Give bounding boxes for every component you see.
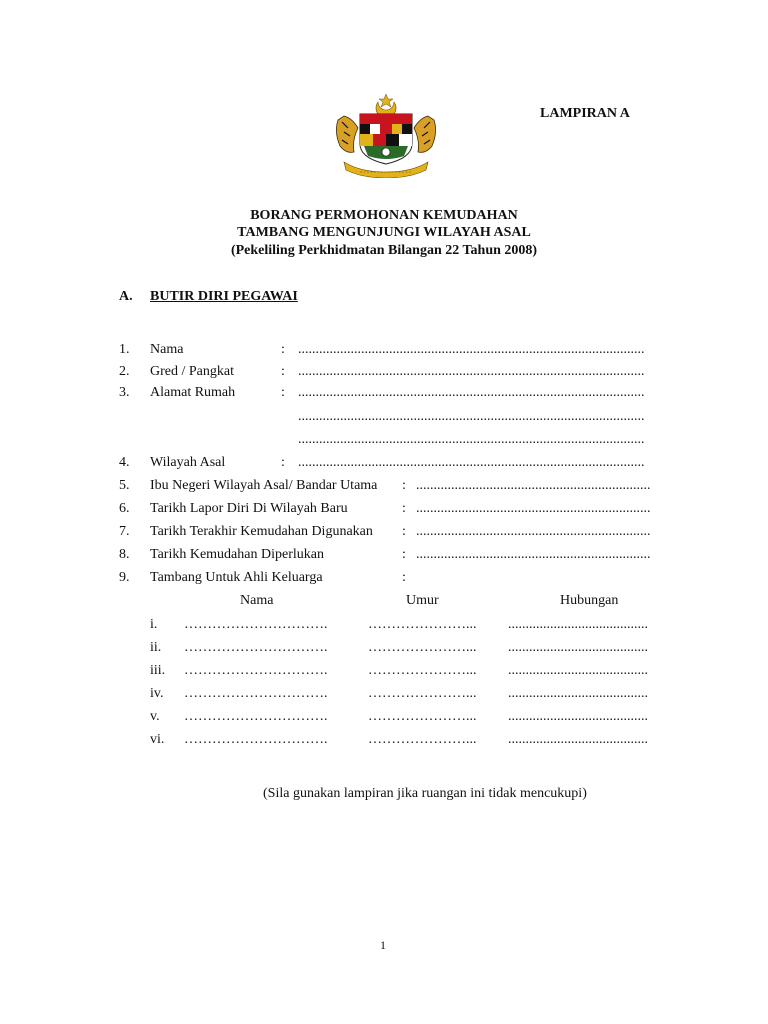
family-header-nama: Nama [240,593,274,608]
family-relation-input-line[interactable]: ........................................ [508,686,648,701]
field-colon: : [402,478,406,493]
family-relation-input-line[interactable]: ........................................ [508,640,648,655]
field-colon: : [281,364,285,379]
ibu-negeri-input-line[interactable]: ................................................................... [416,478,651,493]
field-number: 5. [119,478,130,493]
family-age-input-line[interactable]: …………………... [368,732,477,747]
field-number: 3. [119,385,130,400]
family-name-input-line[interactable]: …………………………. [184,617,328,632]
field-number: 7. [119,524,130,539]
family-name-input-line[interactable]: …………………………. [184,732,328,747]
family-header-umur: Umur [406,593,439,608]
family-age-input-line[interactable]: …………………... [368,663,477,678]
family-name-input-line[interactable]: …………………………. [184,709,328,724]
family-row-numeral: vi. [150,732,165,747]
field-number: 2. [119,364,130,379]
field-colon: : [281,455,285,470]
family-row-numeral: ii. [150,640,162,655]
field-number: 9. [119,570,130,585]
form-title-line-3: (Pekeliling Perkhidmatan Bilangan 22 Tahun 2008) [230,243,538,258]
nama-input-line[interactable]: ................................................................................................... [298,342,645,357]
field-colon: : [281,342,285,357]
tarikh-lapor-input-line[interactable]: ................................................................... [416,501,651,516]
field-label: Tarikh Kemudahan Diperlukan [150,547,324,562]
family-row-numeral: iii. [150,663,166,678]
field-colon: : [402,547,406,562]
field-number: 4. [119,455,130,470]
family-row-numeral: i. [150,617,158,632]
field-label: Ibu Negeri Wilayah Asal/ Bandar Utama [150,478,378,493]
field-colon: : [402,501,406,516]
family-name-input-line[interactable]: …………………………. [184,686,328,701]
alamat-input-line-3[interactable]: ................................................................................................... [298,432,645,447]
tarikh-diperlukan-input-line[interactable]: ................................................................... [416,547,651,562]
note-text: (Sila gunakan lampiran jika ruangan ini tidak mencukupi) [263,786,587,801]
page-number: 1 [380,938,386,952]
family-relation-input-line[interactable]: ........................................ [508,617,648,632]
field-number: 6. [119,501,130,516]
field-number: 1. [119,342,130,357]
field-number: 8. [119,547,130,562]
form-title-line-2: TAMBANG MENGUNJUNGI WILAYAH ASAL [237,225,531,240]
wilayah-input-line[interactable]: ................................................................................................... [298,455,645,470]
family-age-input-line[interactable]: …………………... [368,686,477,701]
family-relation-input-line[interactable]: ........................................ [508,732,648,747]
family-age-input-line[interactable]: …………………... [368,640,477,655]
family-age-input-line[interactable]: …………………... [368,709,477,724]
section-letter: A. [119,289,133,304]
family-relation-input-line[interactable]: ........................................ [508,709,648,724]
field-label: Wilayah Asal [150,455,226,470]
form-title-line-1: BORANG PERMOHONAN KEMUDAHAN [250,208,518,223]
family-row-numeral: v. [150,709,160,724]
field-label: Tarikh Terakhir Kemudahan Digunakan [150,524,373,539]
alamat-input-line-2[interactable]: ................................................................................................... [298,409,645,424]
family-row-numeral: iv. [150,686,164,701]
family-relation-input-line[interactable]: ........................................ [508,663,648,678]
field-label: Alamat Rumah [150,385,236,400]
annex-label: LAMPIRAN A [540,106,630,121]
gred-input-line[interactable]: ................................................................................................... [298,364,645,379]
coat-of-arms-logo [330,92,442,178]
family-name-input-line[interactable]: …………………………. [184,663,328,678]
section-heading: BUTIR DIRI PEGAWAI [150,289,298,304]
tarikh-terakhir-input-line[interactable]: ................................................................... [416,524,651,539]
field-colon: : [402,570,406,585]
field-label: Tambang Untuk Ahli Keluarga [150,570,323,585]
family-name-input-line[interactable]: …………………………. [184,640,328,655]
family-header-hubungan: Hubungan [560,593,619,608]
field-label: Gred / Pangkat [150,364,234,379]
field-colon: : [281,385,285,400]
alamat-input-line-1[interactable]: ................................................................................................... [298,385,645,400]
field-label: Tarikh Lapor Diri Di Wilayah Baru [150,501,348,516]
field-colon: : [402,524,406,539]
field-label: Nama [150,342,184,357]
family-age-input-line[interactable]: …………………... [368,617,477,632]
